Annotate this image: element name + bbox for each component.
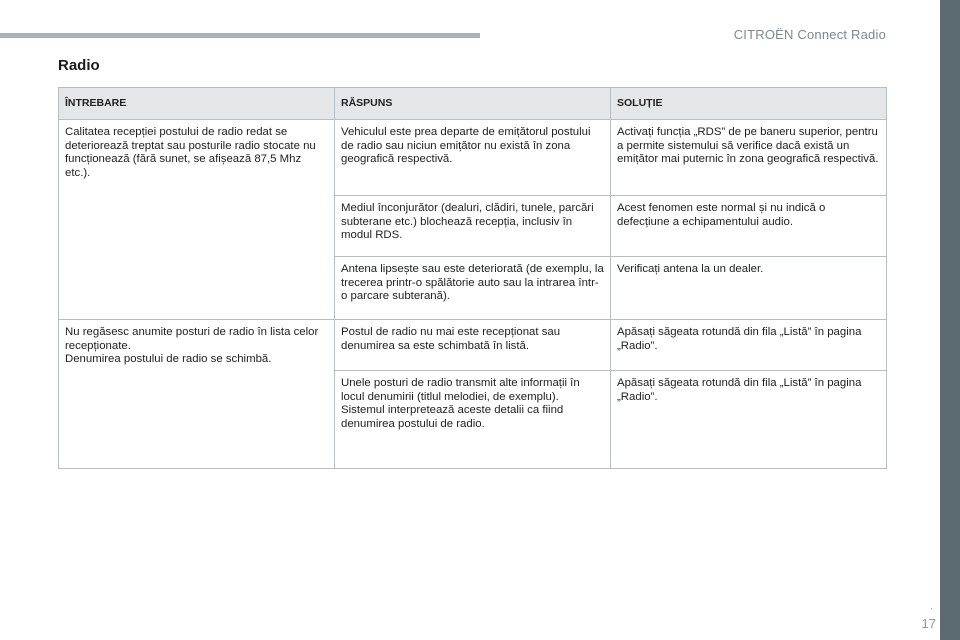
- answer-cell: Antena lipsește sau este deteriorată (de exemplu, la trecerea printr-o spălătorie auto sau la intrarea într-o parcare subterană).: [335, 257, 611, 320]
- column-header-question: ÎNTREBARE: [59, 88, 335, 120]
- page-marker-dot: .: [930, 601, 933, 612]
- table-header-row: [59, 88, 887, 120]
- column-header-solution: SOLUȚIE: [611, 88, 887, 120]
- solution-cell: Acest fenomen este normal și nu indică o defecțiune a echipamentului audio.: [611, 196, 887, 257]
- table-row: [59, 120, 887, 196]
- faq-table: [58, 87, 887, 469]
- solution-cell: Verificați antena la un dealer.: [611, 257, 887, 320]
- answer-cell: Postul de radio nu mai este recepționat sau denumirea sa este schimbată în listă.: [335, 320, 611, 371]
- page-number: 17: [921, 616, 936, 631]
- question-cell: Calitatea recepției postului de radio redat se deteriorează treptat sau posturile radio stocate nu funcționează (fără sunet, se afișează 87,5 Mhz etc.).: [59, 120, 335, 320]
- answer-cell: Mediul înconjurător (dealuri, clădiri, tunele, parcări subterane etc.) blochează recepția, inclusiv în modul RDS.: [335, 196, 611, 257]
- section-title: Radio: [58, 57, 100, 74]
- side-edge-strip: [940, 0, 960, 640]
- solution-cell: Apăsați săgeata rotundă din fila „Listă” în pagina „Radio”.: [611, 320, 887, 371]
- column-header-answer: RĂSPUNS: [335, 88, 611, 120]
- table-row: [59, 320, 887, 371]
- question-cell: Nu regăsesc anumite posturi de radio în lista celor recepționate. Denumirea postului de radio se schimbă.: [59, 320, 335, 469]
- solution-cell: Activați funcția „RDS” de pe baneru superior, pentru a permite sistemului să verifice dacă există un emițător mai puternic în zona geografică respectivă.: [611, 120, 887, 196]
- header-brand: CITROËN Connect Radio: [733, 27, 886, 42]
- solution-cell: Apăsați săgeata rotundă din fila „Listă” în pagina „Radio”.: [611, 371, 887, 469]
- answer-cell: Vehiculul este prea departe de emițătorul postului de radio sau niciun emițător nu există în zona geografică respectivă.: [335, 120, 611, 196]
- header-accent-bar: [0, 33, 480, 38]
- answer-cell: Unele posturi de radio transmit alte informații în locul denumirii (titlul melodiei, de exemplu). Sistemul interpretează aceste detalii ca fiind denumirea postului de radio.: [335, 371, 611, 469]
